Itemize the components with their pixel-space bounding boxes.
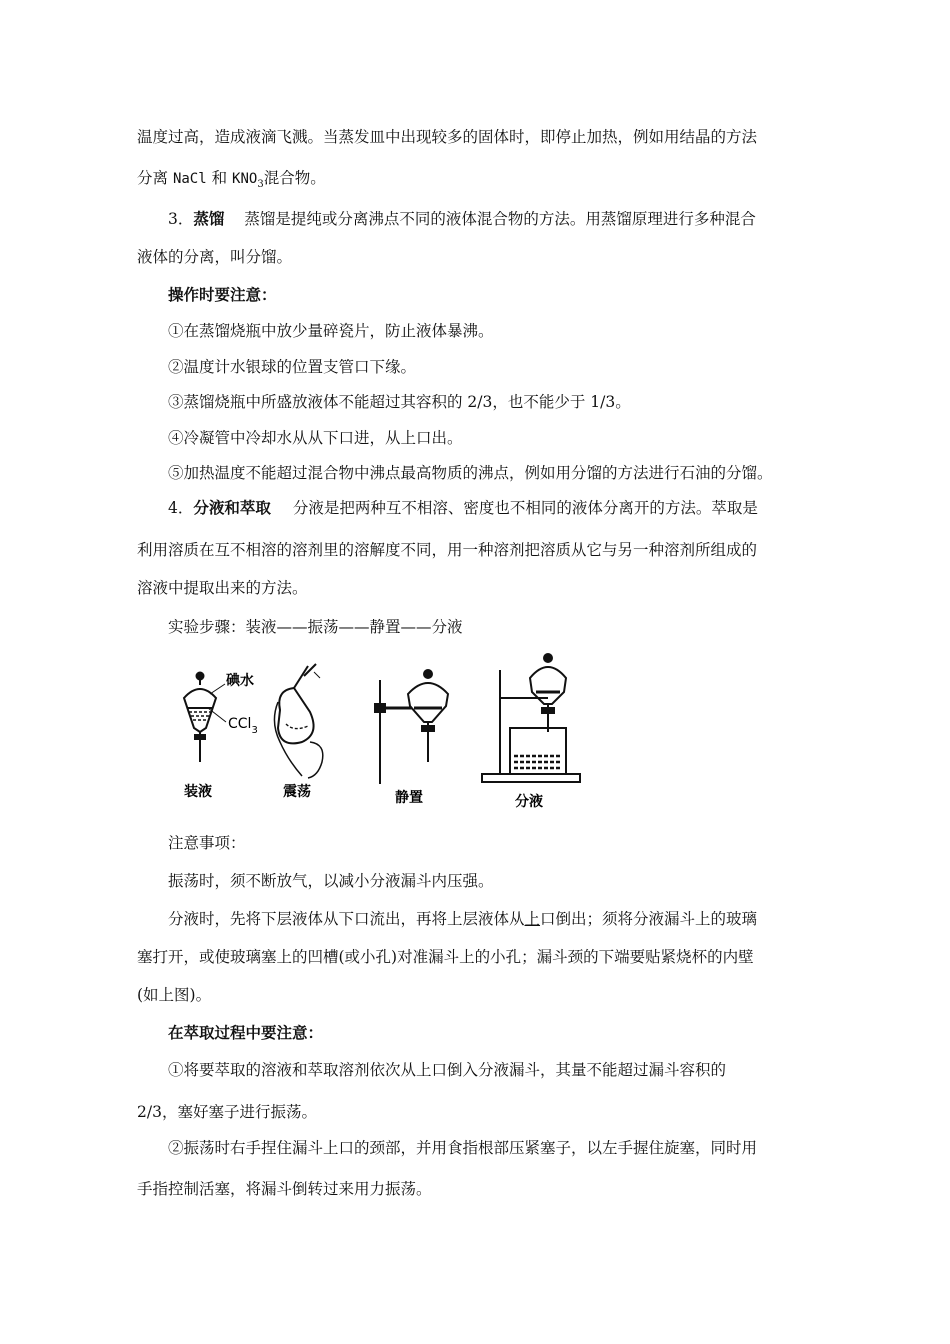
section3-line2: 液体的分离，叫分馏。 (137, 248, 293, 266)
section4-heading (168, 498, 758, 518)
separatory-funnel-figure (170, 652, 600, 818)
extraction-item2-line2: 手指控制活塞，将漏斗倒转过来用力振荡。 (137, 1180, 432, 1198)
note-2: ②温度计水银球的位置支管口下缘。 (168, 358, 417, 376)
section3-title: 蒸馏 (193, 209, 225, 228)
section3-num: 3． (168, 210, 194, 228)
precautions-title: 注意事项： (168, 834, 246, 852)
section3-text: 蒸馏是提纯或分离沸点不同的液体混合物的方法。用蒸馏原理进行多种混合 (244, 210, 756, 228)
label-iodine-water: 碘水 (226, 673, 254, 689)
section4-text: 分液是把两种互不相溶、密度也不相同的液体分离开的方法。萃取是 (292, 499, 758, 517)
para1-line1: 温度过高，造成液滴飞溅。当蒸发皿中出现较多的固体时，即停止加热，例如用结晶的方法 (137, 128, 758, 146)
step4-separation-drawing (482, 654, 580, 782)
section4-line3: 溶液中提取出来的方法。 (137, 579, 308, 597)
extraction-item2: ②振荡时右手捏住漏斗上口的颈部，并用食指根部压紧塞子，以左手握住旋塞，同时用 (168, 1139, 758, 1157)
sep-underlined: 上 (524, 910, 541, 928)
caption-separation: 分液 (515, 794, 543, 810)
sep-text-a: 分液时，先将下层液体从下口流出，再将上层液体从 (168, 910, 525, 928)
sep-text-b: 口倒出；须将分液漏斗上的玻璃 (540, 910, 758, 928)
caption-standing: 静置 (395, 790, 423, 806)
note-4: ④冷凝管中冷却水从从下口进，从上口出。 (168, 429, 463, 447)
extraction-title: 在萃取过程中要注意： (168, 1023, 324, 1042)
section3-heading (168, 209, 756, 229)
note-5: ⑤加热温度不能超过混合物中沸点最高物质的沸点，例如用分馏的方法进行石油的分馏。 (168, 464, 773, 482)
precaution-shaking: 振荡时，须不断放气，以减小分液漏斗内压强。 (168, 872, 494, 890)
label-ccl: CCl (228, 716, 252, 732)
section4-line2: 利用溶质在互不相溶的溶剂里的溶解度不同，用一种溶剂把溶质从它与另一种溶剂所组成的 (137, 541, 758, 559)
formula-nacl: NaCl (172, 171, 207, 187)
step2-shaking-drawing (274, 664, 322, 778)
note-3: ③蒸馏烧瓶中所盛放液体不能超过其容积的 2/3，也不能少于 1/3。 (168, 393, 631, 411)
extraction-item1: ①将要萃取的溶液和萃取溶剂依次从上口倒入分液漏斗，其量不能超过漏斗容积的 (168, 1061, 727, 1079)
precaution-separation-line3: (如上图)。 (137, 986, 212, 1004)
caption-shaking: 震荡 (283, 784, 311, 800)
section4-num: 4． (168, 499, 194, 517)
para1-text-c: 混合物。 (263, 169, 326, 187)
precaution-separation-line2: 塞打开，或使玻璃塞上的凹槽(或小孔)对准漏斗上的小孔；漏斗颈的下端要贴紧烧杯的内壁 (137, 948, 754, 966)
label-ccl3 (228, 716, 258, 736)
precaution-separation (168, 909, 757, 929)
extraction-item1-line2: 2/3，塞好塞子进行振荡。 (137, 1103, 317, 1121)
note-1: ①在蒸馏烧瓶中放少量碎瓷片，防止液体暴沸。 (168, 322, 494, 340)
label-ccl-sub: 3 (251, 725, 258, 736)
caption-loading: 装液 (184, 784, 212, 800)
section4-title: 分液和萃取 (193, 498, 271, 517)
section3-notes-title: 操作时要注意： (168, 285, 277, 304)
step3-standing-drawing (375, 670, 448, 784)
formula-kno3-sub: 3 (257, 179, 264, 191)
step1-loading-drawing (184, 673, 226, 763)
para1-text-a: 分离 (137, 169, 173, 187)
experiment-steps: 实验步骤：装液——振荡——静置——分液 (168, 618, 463, 636)
formula-kno3: KNO (232, 171, 258, 187)
para1-text-b: 和 (206, 169, 233, 187)
para1-line2 (137, 168, 326, 195)
